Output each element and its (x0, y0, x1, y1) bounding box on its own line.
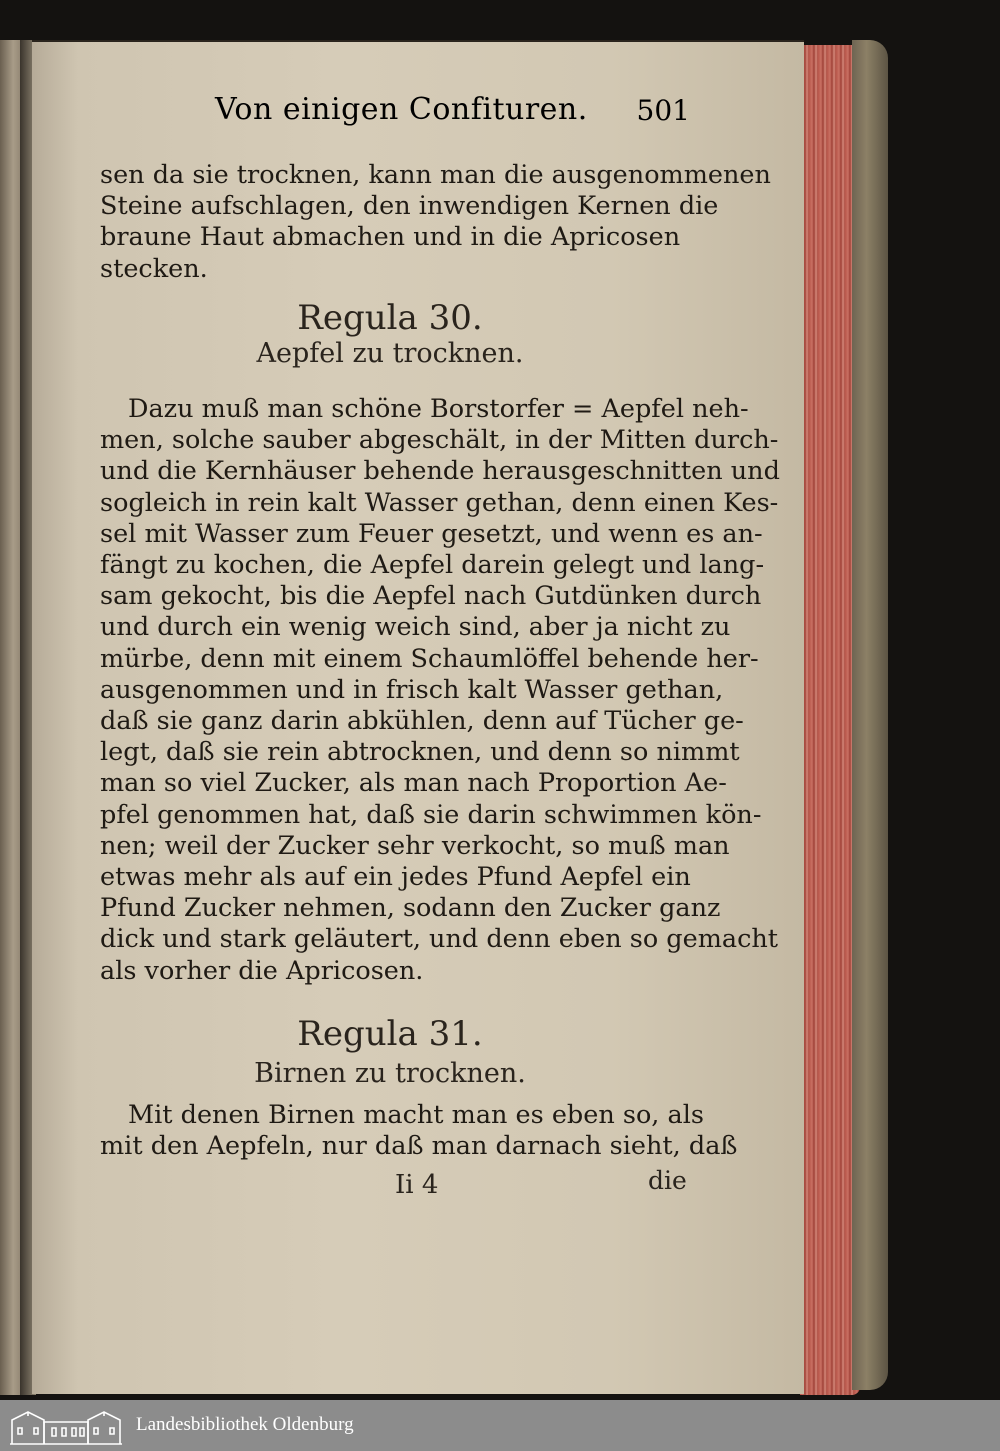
text-line: Pfund Zucker nehmen, sodann den Zucker ganz (100, 893, 721, 924)
text-line: daß sie ganz darin abkühlen, denn auf Tücher ge- (100, 706, 744, 737)
footer-institution-name: Landesbibliothek Oldenburg (136, 1414, 354, 1435)
text-line: dick und stark geläutert, und denn eben so gemacht (100, 924, 779, 955)
page-edge-stack (800, 45, 860, 1395)
section-30-paragraph (100, 394, 780, 987)
text-line: mit den Aepfeln, nur daß man darnach sieht, daß (100, 1131, 738, 1162)
text-line: etwas mehr als auf ein jedes Pfund Aepfel ein (100, 862, 691, 893)
signature-mark: Ii 4 (395, 1170, 439, 1200)
library-building-icon (8, 1406, 124, 1446)
section-31-paragraph (100, 1100, 738, 1162)
running-head (100, 92, 690, 132)
text-line: sam gekocht, bis die Aepfel nach Gutdünken durch (100, 581, 762, 612)
text-line: ausgenommen und in frisch kalt Wasser gethan, (100, 674, 724, 705)
text-line: fängt zu kochen, die Aepfel darein gelegt und lang- (100, 550, 765, 581)
section-heading-regula-31: Regula 31. (297, 1014, 483, 1054)
text-line: sel mit Wasser zum Feuer gesetzt, und wenn es an- (100, 518, 763, 549)
section-title-aepfel: Aepfel zu trocknen. (256, 338, 524, 369)
text-line: als vorher die Apricosen. (100, 955, 424, 986)
book-cover-edge (852, 40, 888, 1390)
running-title: Von einigen Confituren. (215, 92, 588, 127)
text-line: legt, daß sie rein abtrocknen, und denn so nimmt (100, 737, 740, 768)
text-line: Dazu muß man schöne Borstorfer = Aepfel neh- (128, 394, 749, 424)
text-line: und die Kernhäuser behende herausgeschnitten und (100, 456, 780, 487)
text-line: Mit denen Birnen macht man es eben so, als (128, 1100, 704, 1130)
text-line: sogleich in rein kalt Wasser gethan, denn einen Kes- (100, 487, 779, 518)
footer-bar (0, 1400, 1000, 1451)
text-line: sen da sie trocknen, kann man die ausgenommenen (100, 160, 771, 190)
text-line: Steine aufschlagen, den inwendigen Kernen die (100, 191, 719, 222)
page-number: 501 (636, 94, 690, 127)
section-title-birnen: Birnen zu trocknen. (254, 1058, 526, 1089)
text-line: stecken. (100, 253, 208, 284)
text-line: braune Haut abmachen und in die Apricosen (100, 222, 681, 253)
text-line: men, solche sauber abgeschält, in der Mitten durch- (100, 425, 779, 456)
catchword: die (648, 1166, 687, 1195)
opening-paragraph (100, 160, 771, 285)
text-line: nen; weil der Zucker sehr verkocht, so muß man (100, 830, 730, 861)
text-line: man so viel Zucker, als man nach Proportion Ae- (100, 768, 727, 799)
section-heading-regula-30: Regula 30. (297, 298, 483, 338)
text-line: pfel genommen hat, daß sie darin schwimmen kön- (100, 799, 762, 830)
text-line: mürbe, denn mit einem Schaumlöffel behende her- (100, 643, 759, 674)
text-line: und durch ein wenig weich sind, aber ja nicht zu (100, 612, 731, 643)
